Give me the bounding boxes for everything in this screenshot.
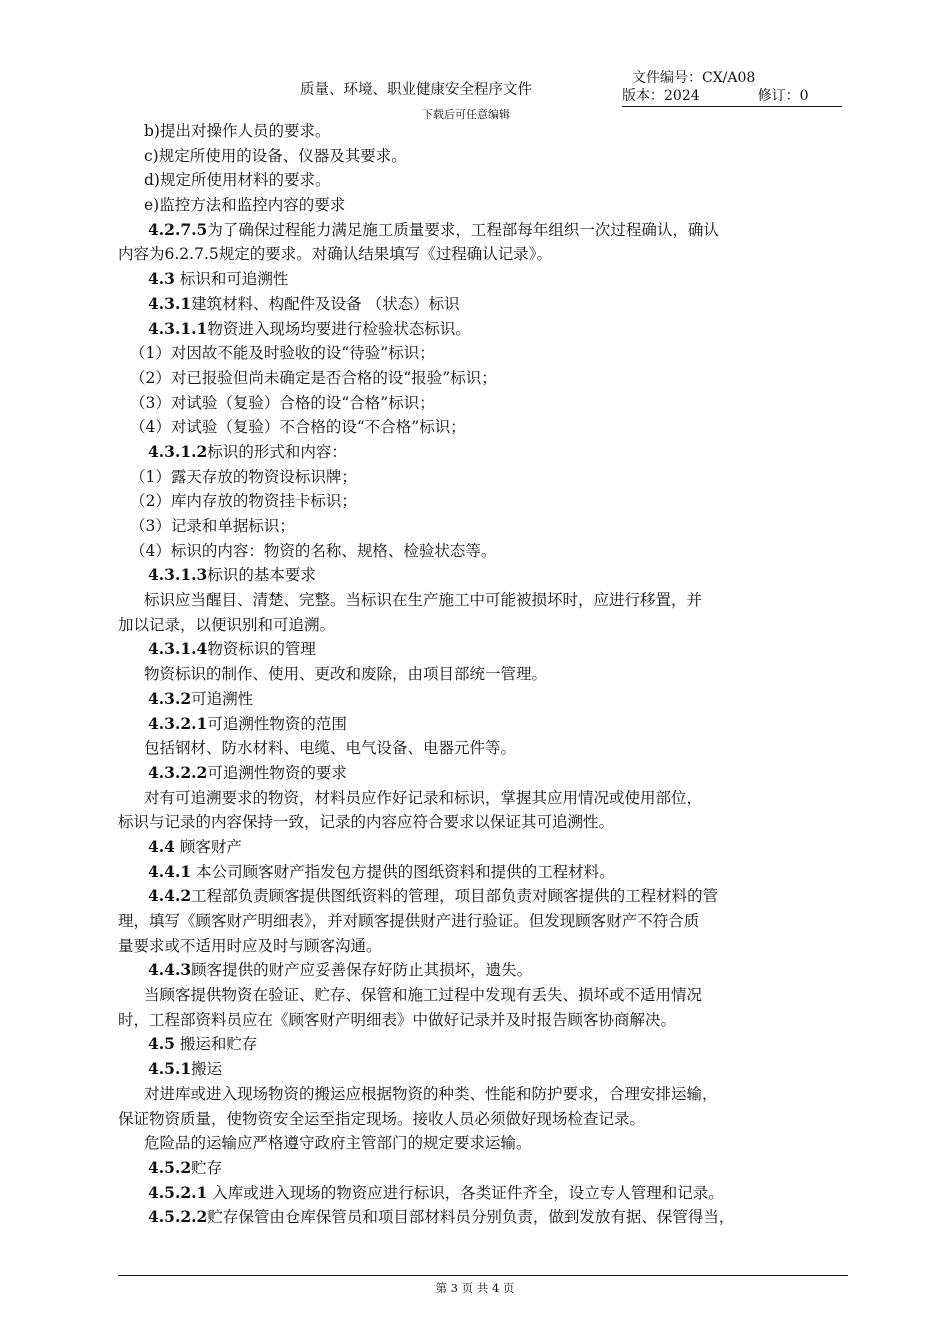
section-number: 4.4.2	[148, 886, 192, 906]
paragraph-line	[118, 1205, 848, 1230]
line-text: 建筑材料、构配件及设备 （状态）标识	[191, 294, 460, 313]
line-text: （1）对因故不能及时验收的设“待验”标识；	[130, 344, 435, 363]
paragraph-line	[118, 1156, 848, 1181]
section-number: 4.3.1.4	[148, 639, 208, 659]
version-row	[622, 87, 842, 107]
section-number: 4.4.3	[148, 960, 192, 980]
line-text: 入库或进入现场的物资应进行标识，各类证件齐全，设立专人管理和记录。	[207, 1183, 724, 1202]
line-text: 标识应当醒目、清楚、完整。当标识在生产施工中可能被损坏时，应进行移置，并	[144, 591, 703, 610]
line-text: 对有可追溯要求的物资，材料员应作好记录和标识，掌握其应用情况或使用部位，	[144, 788, 703, 807]
line-text: 顾客提供的财产应妥善保存好防止其损坏，遗失。	[191, 961, 533, 980]
paragraph-line	[118, 267, 848, 292]
paragraph-line	[118, 909, 848, 934]
paragraph-line	[118, 1032, 848, 1057]
paragraph-line	[118, 958, 848, 983]
section-number: 4.3.1.3	[148, 565, 208, 585]
line-text: 工程部负责顾客提供图纸资料的管理，项目部负责对顾客提供的工程材料的管	[191, 887, 719, 906]
paragraph-line	[118, 736, 848, 761]
section-number: 4.3	[148, 269, 175, 289]
line-text: 危险品的运输应严格遵守政府主管部门的规定要求运输。	[144, 1134, 532, 1153]
paragraph-line	[118, 1131, 848, 1156]
paragraph-line	[118, 489, 848, 514]
paragraph-line	[118, 317, 848, 342]
paragraph-line	[118, 761, 848, 786]
paragraph-line	[118, 440, 848, 465]
section-number: 4.2.7.5	[148, 219, 208, 239]
paragraph-line	[118, 539, 848, 564]
paragraph-line	[118, 712, 848, 737]
line-text: 可追溯性	[191, 689, 254, 708]
paragraph-line	[118, 514, 848, 539]
line-text: 时，工程部资料员应在《顾客财产明细表》中做好记录并及时报告顾客协商解决。	[118, 1010, 677, 1029]
version: 版本：2024	[622, 88, 700, 104]
line-text: 物资进入现场均要进行检验状态标识。	[207, 319, 471, 338]
paragraph-line	[118, 242, 848, 267]
line-text: 量要求或不适用时应及时与顾客沟通。	[118, 936, 382, 955]
paragraph-line	[118, 835, 848, 860]
line-text: 本公司顾客财产指发包方提供的图纸资料和提供的工程材料。	[191, 862, 615, 881]
line-text: （2）库内存放的物资挂卡标识；	[130, 492, 357, 511]
section-number: 4.5.2	[148, 1157, 192, 1177]
paragraph-line	[118, 687, 848, 712]
document-subtitle: 下载后可任意编辑	[422, 108, 510, 121]
line-text: 搬运	[191, 1060, 223, 1079]
line-text: （3）记录和单据标识；	[130, 517, 295, 535]
line-text: 为了确保过程能力满足施工质量要求，工程部每年组织一次过程确认，确认	[207, 220, 719, 239]
line-text: e)监控方法和监控内容的要求	[144, 196, 346, 215]
document-body	[118, 119, 848, 1230]
line-text: （4）标识的内容：物资的名称、规格、检验状态等。	[130, 541, 497, 560]
paragraph-line	[118, 1107, 848, 1132]
line-text: 物资标识的管理	[207, 640, 316, 659]
line-text: 贮存	[191, 1158, 223, 1177]
line-text: 物资标识的制作、使用、更改和废除，由项目部统一管理。	[144, 665, 548, 684]
paragraph-line	[118, 193, 848, 218]
line-text: 当顾客提供物资在验证、贮存、保管和施工过程中发现有丢失、损坏或不适用情况	[144, 986, 703, 1005]
paragraph-line	[118, 934, 848, 959]
page-number: 第 3 页 共 4 页	[435, 1281, 515, 1295]
line-text: 内容为6.2.7.5规定的要求。对确认结果填写《过程确认记录》。	[118, 245, 552, 264]
section-number: 4.5.2.2	[148, 1207, 208, 1227]
line-text: 标识和可追溯性	[174, 270, 289, 289]
paragraph-line	[118, 1082, 848, 1107]
line-text: 贮存保管由仓库保管员和项目部材料员分别负责，做到发放有据、保管得当，	[207, 1208, 735, 1227]
paragraph-line	[118, 662, 848, 687]
line-text: 标识的形式和内容：	[207, 442, 347, 461]
paragraph-line	[118, 391, 848, 416]
document-meta	[622, 70, 842, 107]
paragraph-line	[118, 465, 848, 490]
revision: 修订：0	[757, 88, 809, 104]
line-text: 顾客财产	[174, 837, 242, 856]
line-text: 标识的基本要求	[207, 566, 316, 585]
paragraph-line	[118, 588, 848, 613]
paragraph-line	[118, 884, 848, 909]
line-text: 可追溯性物资的要求	[207, 763, 347, 782]
paragraph-line	[118, 563, 848, 588]
section-number: 4.3.1.2	[148, 441, 208, 461]
line-text: 保证物资质量，使物资安全运至指定现场。接收人员必须做好现场检查记录。	[118, 1109, 646, 1128]
section-number: 4.5.2.1	[148, 1182, 208, 1202]
paragraph-line	[118, 860, 848, 885]
paragraph-line	[118, 983, 848, 1008]
document-title: 质量、环境、职业健康安全程序文件	[300, 82, 532, 98]
section-number: 4.3.2.2	[148, 762, 208, 782]
paragraph-line	[118, 218, 848, 243]
line-text: c)规定所使用的设备、仪器及其要求。	[144, 146, 407, 165]
paragraph-line	[118, 1181, 848, 1206]
line-text: （4）对试验（复验）不合格的设“不合格”标识；	[130, 418, 466, 437]
doc-number: 文件编号：CX/A08	[632, 70, 756, 86]
line-text: 搬运和贮存	[174, 1035, 258, 1054]
paragraph-line	[118, 415, 848, 440]
footer-rule	[118, 1275, 848, 1276]
line-text: （1）露天存放的物资设标识牌；	[130, 467, 357, 486]
section-number: 4.5.1	[148, 1059, 192, 1079]
paragraph-line	[118, 341, 848, 366]
line-text: （2）对已报验但尚未确定是否合格的设“报验”标识；	[130, 368, 497, 387]
line-text: 理，填写《顾客财产明细表》，并对顾客提供财产进行验证。但发现顾客财产不符合质	[118, 912, 700, 930]
line-text: 加以记录，以便识别和可追溯。	[118, 615, 336, 634]
section-number: 4.4	[148, 836, 175, 856]
paragraph-line	[118, 786, 848, 811]
line-text: 对进库或进入现场物资的搬运应根据物资的种类、性能和防护要求，合理安排运输，	[144, 1084, 718, 1103]
line-text: （3）对试验（复验）合格的设“合格”标识；	[130, 393, 435, 412]
section-number: 4.3.1.1	[148, 318, 208, 338]
paragraph-line	[118, 1057, 848, 1082]
line-text: d)规定所使用材料的要求。	[144, 171, 331, 190]
section-number: 4.3.1	[148, 293, 192, 313]
section-number: 4.4.1	[148, 861, 192, 881]
line-text: 标识与记录的内容保持一致，记录的内容应符合要求以保证其可追溯性。	[118, 813, 615, 832]
section-number: 4.3.2.1	[148, 713, 208, 733]
paragraph-line	[118, 144, 848, 169]
paragraph-line	[118, 119, 848, 144]
paragraph-line	[118, 613, 848, 638]
paragraph-line	[118, 810, 848, 835]
paragraph-line	[118, 366, 848, 391]
line-text: 可追溯性物资的范围	[207, 714, 347, 733]
paragraph-line	[118, 168, 848, 193]
paragraph-line	[118, 292, 848, 317]
line-text: b)提出对操作人员的要求。	[144, 122, 331, 140]
section-number: 4.5	[148, 1034, 175, 1054]
line-text: 包括钢材、防水材料、电缆、电气设备、电器元件等。	[144, 739, 517, 758]
paragraph-line	[118, 637, 848, 662]
paragraph-line	[118, 1008, 848, 1033]
section-number: 4.3.2	[148, 688, 192, 708]
